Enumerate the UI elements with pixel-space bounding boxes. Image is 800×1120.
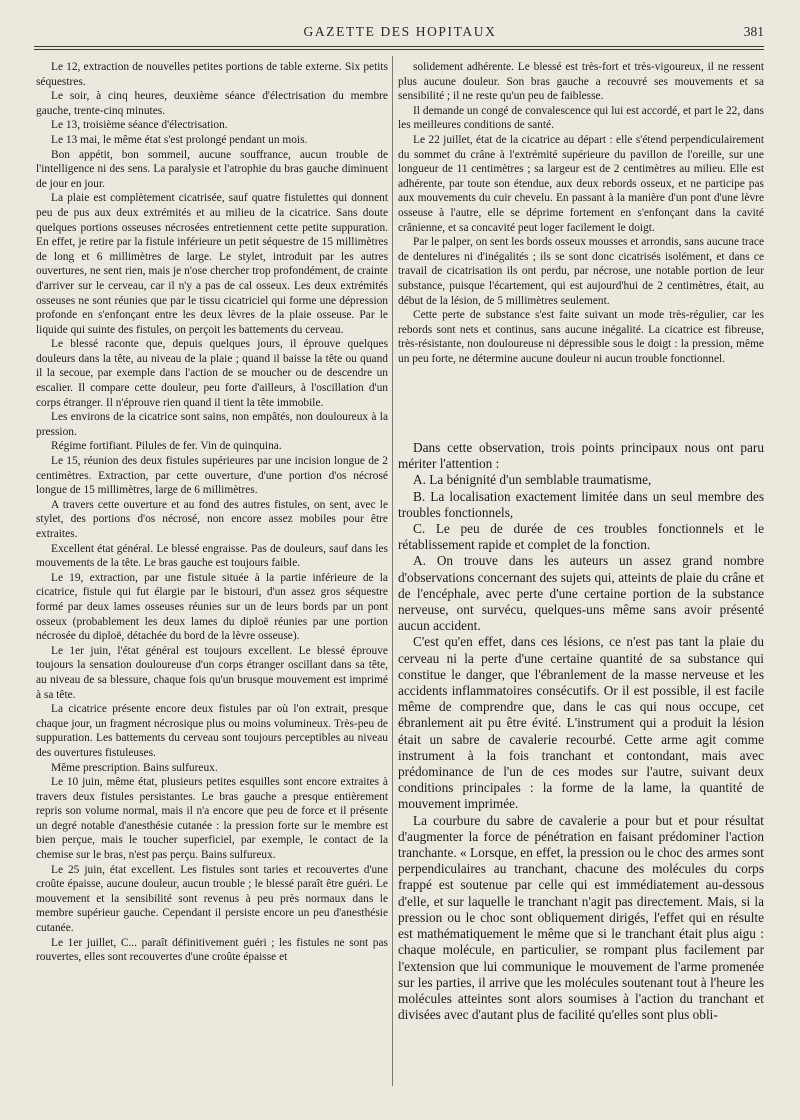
paragraph: Le 1er juillet, C... paraît définitivement guéri ; les fistules ne sont pas rouvertes, elles sont recouvertes d'une croûte épaisse et — [36, 936, 388, 964]
paragraph: A. On trouve dans les auteurs un assez grand nombre d'observations concernant des sujets qui, atteints de plaie du crâne et de l'encéphale, avec perte d'une certaine portion de la substance nerveuse, ont survécu, quelques-uns même sans avoir présenté aucun accident. — [398, 553, 764, 634]
paragraph: solidement adhérente. Le blessé est très-fort et très-vigoureux, il ne ressent plus aucune douleur. Son bras gauche a recouvré ses mouvements et sa sensibilité ; il ne reste qu'un peu de faiblesse. — [398, 61, 764, 103]
paragraph: Les environs de la cicatrice sont sains, non empâtés, non douloureux à la pression. — [36, 411, 388, 438]
paragraph: Même prescription. Bains sulfureux. — [51, 761, 218, 774]
paragraph: Dans cette observation, trois points principaux nous ont paru mériter l'attention : — [398, 440, 764, 472]
paragraph: Le 12, extraction de nouvelles petites portions de table externe. Six petits séquestres. — [36, 61, 388, 88]
paragraph: Cette perte de substance s'est faite suivant un mode très-régulier, car les rebords sont nets et continus, sans aucune inégalité. La cicatrice est fibreuse, très-résistante, non douloureuse ni dépressible sous le doigt : la pression, même un peu forte, ne détermine aucune douleur ni aucun trouble fonctionnel. — [398, 309, 764, 365]
paragraph: Le 13, troisième séance d'électrisation. — [51, 119, 228, 132]
paragraph: Par le palper, on sent les bords osseux mousses et arrondis, sans aucune trace de dentelures ni d'inégalités ; ils se sont donc cicatrisés isolément, et dans ce travail de cicatrisation ils ont perdu, par nécrose, une notable portion de leur substance, puisque l'écartement, qui est aujourd'hui de 2 centimètres, était, au début de la lésion, de 5 millimètres seulement. — [398, 236, 764, 307]
paragraph: C'est qu'en effet, dans ces lésions, ce n'est pas tant la plaie du cerveau ni la perte d'une certaine quantité de sa substance qui constitue le danger, que l'ébranlement de la masse nerveuse et les accidents inflammatoires consécutifs. Or il est possible, il est facile même de comprendre que, dans le cas qui nous occupe, cet ébranlement ait pu être évité. L'instrument qui a produit la lésion était un sabre de cavalerie recourbé. Cette arme agit comme instrument à la fois tranchant et contondant, mais avec prédominance de l'un de ces modes sur l'autre, suivant deux conditions principales : la forme de la lame, la quantité de mouvement imprimée. — [398, 634, 764, 812]
page-number: 381 — [743, 24, 764, 39]
paragraph: Le 25 juin, état excellent. Les fistules sont taries et recouvertes d'une croûte épaisse, aucune douleur, aucun trouble ; le blessé paraît être guéri. Le mouvement et la sensibilité sont revenus à peu près normaux dans le membre supérieur gauche. Cependant il persiste encore un peu d'anesthésie cutanée. — [36, 863, 388, 935]
paragraph: Le 19, extraction, par une fistule située à la partie inférieure de la cicatrice, fistule qui fut élargie par le bistouri, d'un assez gros séquestre formé par deux lames osseuses réunies sur un de leurs bords par un pont osseux (probablement les deux lames du diploë réunies par une portion nécrosée du diploë, détachée du bord de la lèvre osseuse). — [36, 571, 388, 643]
paragraph: A. La bénignité d'un semblable traumatisme, — [413, 472, 652, 488]
paragraph: Le blessé raconte que, depuis quelques jours, il éprouve quelques douleurs dans la tête, au niveau de la plaie ; quand il baisse la tête ou quand il la secoue, par exemple dans l'action de se moucher ou de descendre un escalier. Il compare cette douleur, peu forte d'ailleurs, à l'oscillation d'un corps étranger. Il n'éprouve rien quand il tient la tête immobile. — [36, 338, 388, 409]
paragraph: Le soir, à cinq heures, deuxième séance d'électrisation du membre gauche, trente-cinq minutes. — [36, 90, 388, 117]
running-header-title: GAZETTE DES HOPITAUX — [303, 24, 497, 39]
paragraph: Excellent état général. Le blessé engraisse. Pas de douleurs, sauf dans les mouvements de la tête. Le bras gauche est toujours faible. — [36, 542, 388, 570]
right-column-bottom — [398, 440, 764, 1023]
header-rule — [34, 46, 764, 50]
paragraph: A travers cette ouverture et au fond des autres fistules, on sent, avec le stylet, des portions d'os nécrosé, non encore assez mobiles pour être extraites. — [36, 498, 388, 540]
column-divider — [392, 56, 393, 1086]
paragraph: Régime fortifiant. Pilules de fer. Vin de quinquina. — [51, 440, 282, 453]
left-column — [36, 60, 388, 965]
paragraph: La cicatrice présente encore deux fistules par où l'on extrait, presque chaque jour, un fragment nécrosique plus ou moins volumineux. Très-peu de suppuration. Les battements du cerveau sont toujours perceptibles au niveau des ouvertures fistuleuses. — [36, 703, 388, 759]
paragraph: La courbure du sabre de cavalerie a pour but et pour résultat d'augmenter la force de pénétration en faisant prédominer l'action tranchante. « Lorsque, en effet, la pression ou le choc des armes sont perpendiculaires au tranchant, chacune des molécules du corps frappé est soutenue par celle qui est immédiatement au-dessous d'elle, et sur laquelle le tranchant n'agit pas directement. Mais, si la pression ou le choc sont obliquement dirigés, l'effet qui en résulte est mathématiquement le même que si le tranchant était plus aigu : chaque molécule, en particulier, se rompant plus facilement par l'extension que lui communique le mouvement de l'arme promenée sur les parties, il arrive que les molécules soutenant tout à l'heure les molécules atteintes sont alors soumises à l'action du tranchant et divisées avec d'autant plus de facilité qu'elles sont plus obli- — [398, 812, 764, 1023]
paragraph: Le 10 juin, même état, plusieurs petites esquilles sont encore extraites à travers deux fistules persistantes. Le bras gauche a presque entièrement repris son volume normal, mais il n'a encore que peu de force et il présente un degré notable d'anesthésie cutanée : la pression forte sur le membre est bien perçue, mais le toucher superficiel, par exemple, le contact de la chemise sur le bras, n'est pas perçu. Bains sulfureux. — [36, 776, 388, 862]
paragraph: Le 13 mai, le même état s'est prolongé pendant un mois. — [51, 133, 308, 146]
paragraph: Bon appétit, bon sommeil, aucune souffrance, aucun trouble de l'intelligence ni des sens. La paralysie et l'atrophie du bras gauche diminuent de jour en jour. — [36, 148, 388, 190]
paragraph: Il demande un congé de convalescence qui lui est accordé, et part le 22, dans les meilleures conditions de santé. — [398, 104, 764, 132]
paragraph: Le 1er juin, l'état général est toujours excellent. Le blessé éprouve toujours la sensation douloureuse d'un corps étranger oscillant dans sa tête, au niveau de sa blessure, chaque fois qu'un brusque mouvement est imprimé à sa tête. — [36, 644, 388, 701]
paragraph: La plaie est complètement cicatrisée, sauf quatre fistulettes qui donnent peu de pus aux deux extrémités et au milieu de la cicatrice. Sans doute quelques portions osseuses nécrosées entretiennent cette petite suppuration. En effet, je retire par la fistule inférieure un petit séquestre de 15 millimètres de long et 6 millimètres de large. Le stylet, introduit par les autres ouvertures, ne sent rien, mais je n'ose chercher trop profondément, de crainte d'arriver sur le cerveau, car il n'y a pas de cal osseux. Les deux extrémités osseuses ne sont réunies que par le tissu cicatriciel qui forme une dépression profonde en s'enfonçant entre les deux lèvres de la plaie osseuse. Par le liquide qui suinte des fistules, on perçoit les battements du cerveau. — [36, 192, 388, 336]
paragraph: C. Le peu de durée de ces troubles fonctionnels et le rétablissement rapide et complet de la fonction. — [398, 521, 764, 553]
paragraph: Le 22 juillet, état de la cicatrice au départ : elle s'étend perpendiculairement du sommet du crâne à l'extrémité supérieure du pavillon de l'oreille, sur une longueur de 11 centimètres ; sa largeur est de 2 centimètres au milieu. Elle est adhérente, par toute son étendue, aux deux rebords osseux, et ne participe pas aux mouvements du cuir chevelu. En passant à la manière d'un pont d'une lèvre osseuse à l'autre, elle se déprime fortement en s'enfonçant dans la cavité crânienne, et sa concavité peut loger facilement le doigt. — [398, 133, 764, 234]
paragraph: B. La localisation exactement limitée dans un seul membre des troubles fonctionnels, — [398, 488, 764, 520]
paragraph: Le 15, réunion des deux fistules supérieures par une incision longue de 2 centimètres. Extraction, par cette ouverture, d'une portion d'os nécrosé longue de 15 millimètres, large de 6 millimètres. — [36, 455, 388, 497]
right-column-top — [398, 60, 764, 366]
